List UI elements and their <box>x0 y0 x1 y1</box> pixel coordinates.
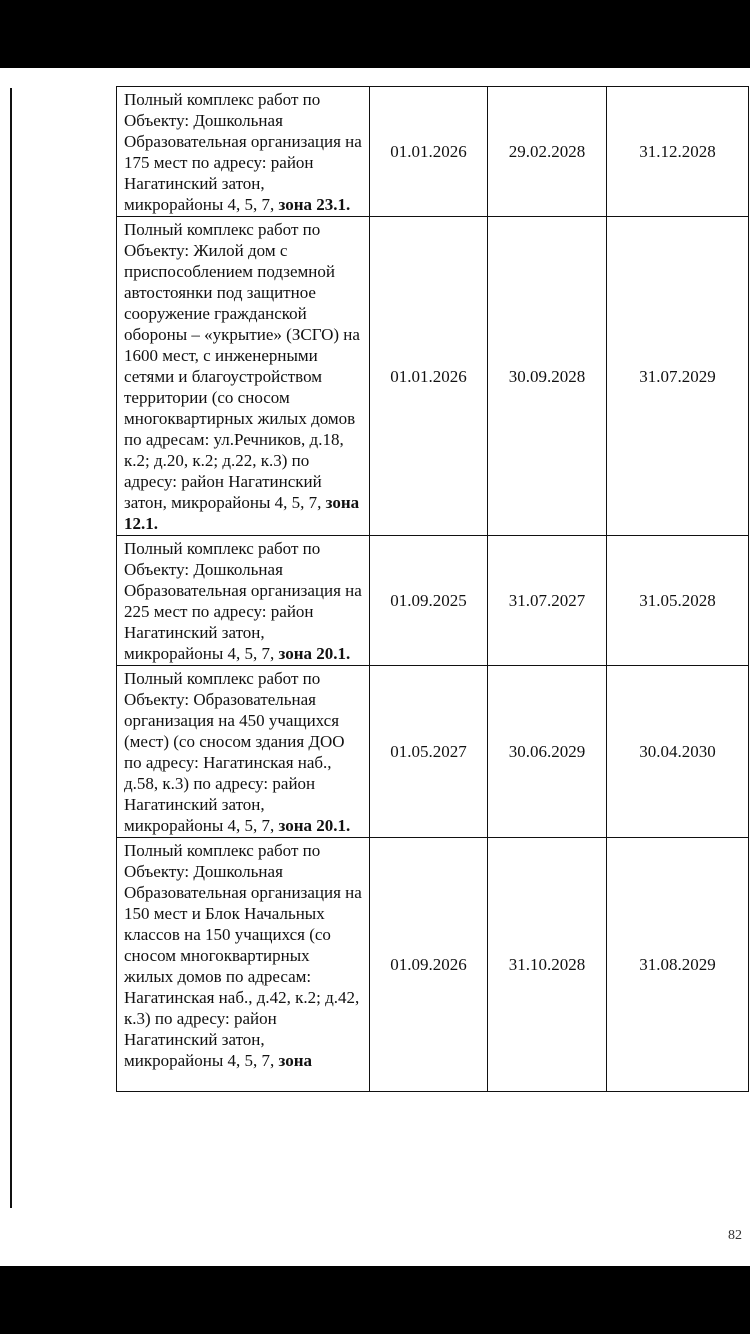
table-row <box>117 536 749 666</box>
description-cell <box>117 536 370 666</box>
bottom-black-bar <box>0 1266 750 1334</box>
zone-label: зона 20.1. <box>278 644 351 663</box>
description-text: Полный комплекс работ по Объекту: Жилой дом с приспособлением подземной автостоянки под защитное сооружение гражданской обороны – «укрытие» (ЗСГО) на 1600 мест, с инженерными сетями и благоустройством территории (со сносом многоквартирных жилых домов по адресам: ул.Речников, д.18, к.2; д.20, к.2; д.22, к.3) по адресу: район Нагатинский затон, микрорайоны 4, 5, 7, <box>124 220 360 512</box>
final-date-cell: 31.08.2029 <box>607 838 749 1092</box>
start-date-cell: 01.01.2026 <box>370 217 488 536</box>
table-row <box>117 666 749 838</box>
start-date-cell: 01.09.2026 <box>370 838 488 1092</box>
table-row <box>117 217 749 536</box>
schedule-table <box>116 86 749 1092</box>
end-date-cell: 31.07.2027 <box>488 536 607 666</box>
start-date-cell: 01.01.2026 <box>370 87 488 217</box>
description-clip <box>124 840 363 1085</box>
zone-label: зона 20.1. <box>278 816 351 835</box>
description-text: Полный комплекс работ по Объекту: Дошкольная Образовательная организация на 225 мест по адресу: район Нагатинский затон, микрорайоны 4, 5, 7, <box>124 539 362 663</box>
end-date-cell: 30.06.2029 <box>488 666 607 838</box>
zone-label: зона 23.1. <box>278 195 351 214</box>
description-text: Полный комплекс работ по Объекту: Дошкольная Образовательная организация на 150 мест и Блок Начальных классов на 150 учащихся (со сносом многоквартирных жилых домов по адресам: Нагатинская наб., д.42, к.2; д.42, к.3) по адресу: район Нагатинский затон, микрорайоны 4, 5, 7, <box>124 841 362 1070</box>
start-date-cell: 01.09.2025 <box>370 536 488 666</box>
table-row <box>117 87 749 217</box>
final-date-cell: 31.05.2028 <box>607 536 749 666</box>
final-date-cell: 31.12.2028 <box>607 87 749 217</box>
zone-label: зона 12.1. <box>124 493 360 533</box>
end-date-cell: 29.02.2028 <box>488 87 607 217</box>
final-date-cell: 31.07.2029 <box>607 217 749 536</box>
zone-label: зона <box>278 1051 313 1070</box>
final-date-cell: 30.04.2030 <box>607 666 749 838</box>
end-date-cell: 30.09.2028 <box>488 217 607 536</box>
top-black-bar <box>0 0 750 68</box>
description-cell <box>117 838 370 1092</box>
description-cell <box>117 217 370 536</box>
description-cell <box>117 666 370 838</box>
description-text: Полный комплекс работ по Объекту: Дошкольная Образовательная организация на 175 мест по адресу: район Нагатинский затон, микрорайоны 4, 5, 7, <box>124 90 362 214</box>
description-cell <box>117 87 370 217</box>
end-date-cell: 31.10.2028 <box>488 838 607 1092</box>
description-text: Полный комплекс работ по Объекту: Образовательная организация на 450 учащихся (мест) (со сносом здания ДОО по адресу: Нагатинская наб., д.58, к.3) по адресу: район Нагатинский затон, микрорайоны 4, 5, 7, <box>124 669 345 835</box>
start-date-cell: 01.05.2027 <box>370 666 488 838</box>
margin-rule <box>10 88 12 1208</box>
page-number: 82 <box>728 1228 742 1243</box>
table-row <box>117 838 749 1092</box>
